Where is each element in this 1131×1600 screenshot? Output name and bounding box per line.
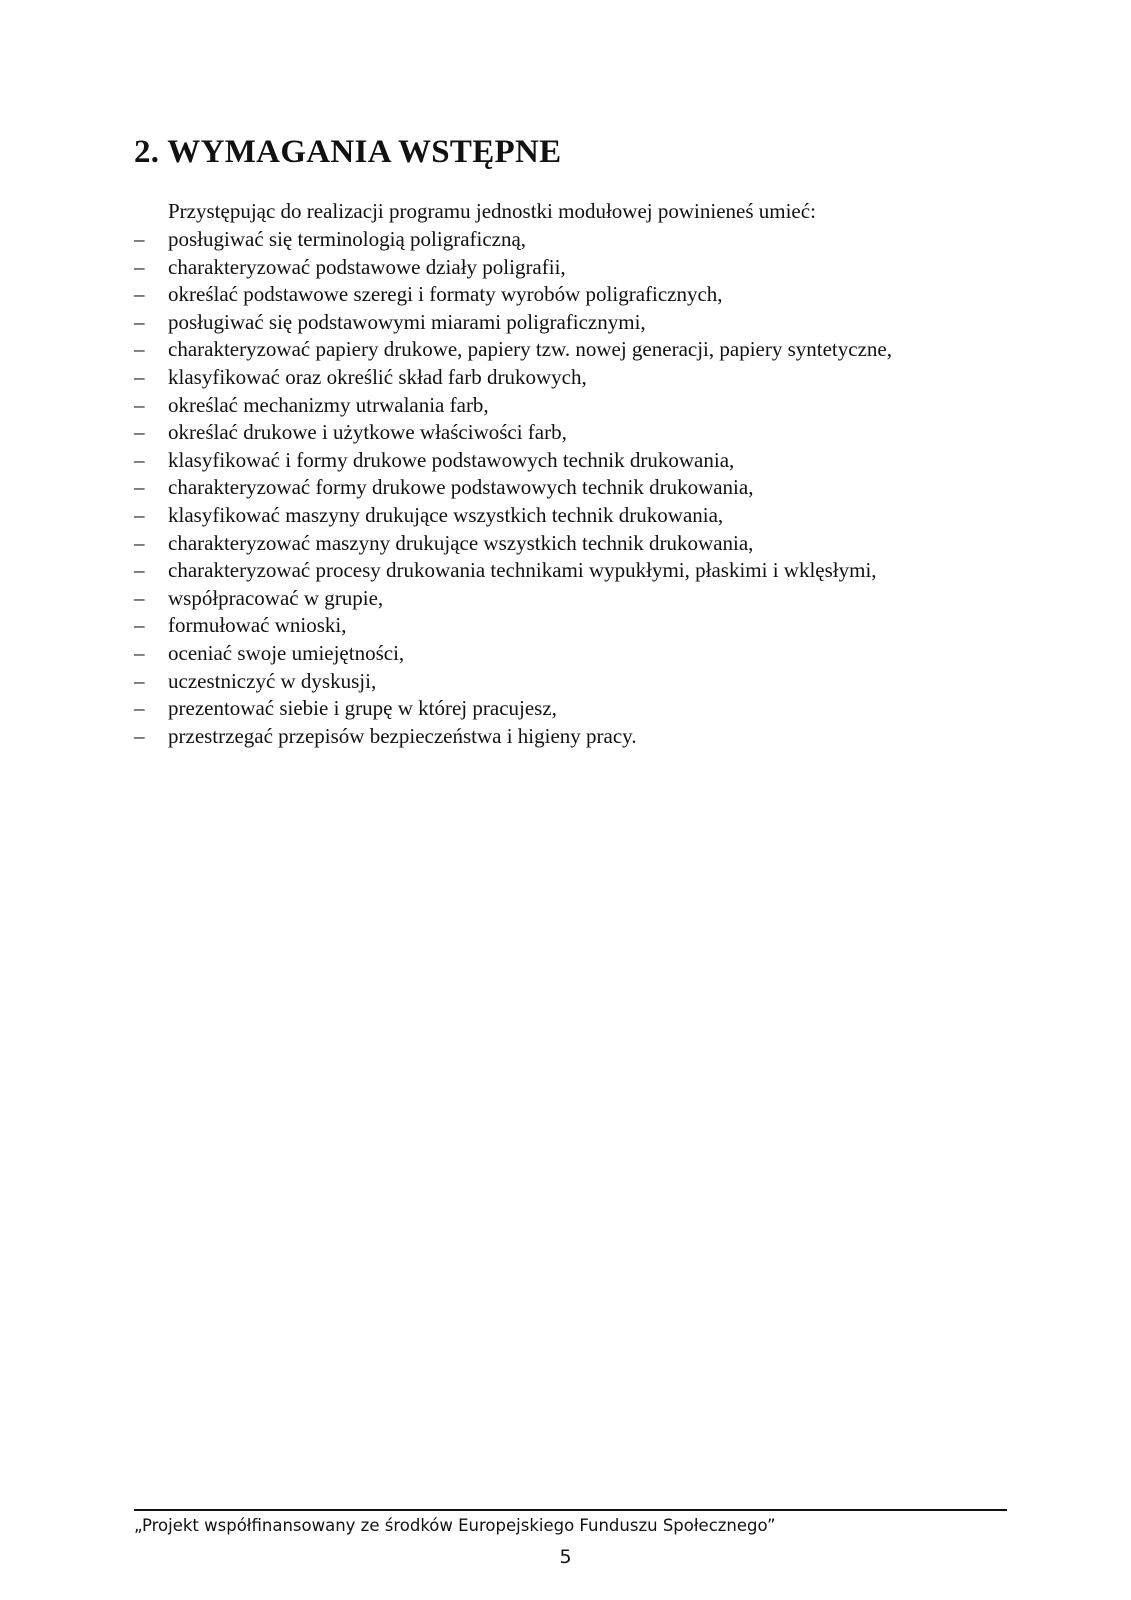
footer-funding-note: „Projekt współfinansowany ze środków Europejskiego Funduszu Społecznego” <box>134 1516 776 1535</box>
list-item-text: prezentować siebie i grupę w której pracujesz, <box>168 696 557 721</box>
list-dash: – <box>134 640 145 665</box>
list-dash: – <box>134 227 145 251</box>
list-item <box>134 585 892 613</box>
list-item-text: określać drukowe i użytkowe właściwości farb, <box>168 420 567 445</box>
list-item <box>134 392 892 420</box>
list-dash: – <box>134 392 145 417</box>
list-item-text: charakteryzować procesy drukowania technikami wypukłymi, płaskimi i wklęsłymi, <box>168 558 877 583</box>
list-item <box>134 419 892 447</box>
list-item <box>134 502 892 530</box>
list-item <box>134 364 892 392</box>
list-item-text: charakteryzować papiery drukowe, papiery tzw. nowej generacji, papiery syntetyczne, <box>168 337 892 362</box>
list-item-text: oceniać swoje umiejętności, <box>168 640 405 665</box>
list-item <box>134 226 892 254</box>
list-item-text: charakteryzować maszyny drukujące wszystkich technik drukowania, <box>168 530 754 555</box>
list-item <box>134 723 892 751</box>
list-dash: – <box>134 337 145 362</box>
list-item-text: uczestniczyć w dyskusji, <box>168 668 377 693</box>
list-dash: – <box>134 420 145 445</box>
list-item-text: formułować wnioski, <box>168 613 347 638</box>
footer-divider <box>134 1509 1007 1511</box>
intro-paragraph: Przystępując do realizacji programu jednostki modułowej powinieneś umieć: <box>168 199 816 223</box>
list-dash: – <box>134 282 145 307</box>
list-dash: – <box>134 447 145 472</box>
list-dash: – <box>134 475 145 500</box>
list-item <box>134 640 892 668</box>
list-dash: – <box>134 613 145 638</box>
list-dash: – <box>134 585 145 610</box>
list-item <box>134 309 892 337</box>
list-item-text: charakteryzować formy drukowe podstawowych technik drukowania, <box>168 475 754 500</box>
list-item-text: posługiwać się podstawowymi miarami poligraficznymi, <box>168 309 646 334</box>
list-item <box>134 254 892 282</box>
requirements-list <box>134 226 892 750</box>
list-dash: – <box>134 309 145 334</box>
list-item <box>134 474 892 502</box>
list-dash: – <box>134 502 145 527</box>
list-dash: – <box>134 668 145 693</box>
list-item <box>134 612 892 640</box>
list-item-text: przestrzegać przepisów bezpieczeństwa i higieny pracy. <box>168 723 637 748</box>
list-item <box>134 530 892 558</box>
list-dash: – <box>134 558 145 583</box>
list-dash: – <box>134 364 145 389</box>
list-item <box>134 695 892 723</box>
list-item-text: klasyfikować oraz określić skład farb drukowych, <box>168 364 587 389</box>
list-item-text: klasyfikować maszyny drukujące wszystkich technik drukowania, <box>168 502 724 527</box>
list-dash: – <box>134 254 145 279</box>
list-dash: – <box>134 723 145 748</box>
section-heading: 2. WYMAGANIA WSTĘPNE <box>134 134 562 170</box>
list-dash: – <box>134 696 145 721</box>
list-item <box>134 336 892 364</box>
list-dash: – <box>134 530 145 555</box>
list-item-text: posługiwać się terminologią poligraficzną, <box>168 227 527 251</box>
list-item <box>134 557 892 585</box>
list-item-text: określać podstawowe szeregi i formaty wyrobów poligraficznych, <box>168 282 723 307</box>
page-number: 5 <box>559 1546 572 1568</box>
list-item <box>134 281 892 309</box>
list-item <box>134 447 892 475</box>
list-item-text: określać mechanizmy utrwalania farb, <box>168 392 489 417</box>
list-item-text: współpracować w grupie, <box>168 585 384 610</box>
list-item-text: charakteryzować podstawowe działy poligrafii, <box>168 254 566 279</box>
list-item <box>134 668 892 696</box>
list-item-text: klasyfikować i formy drukowe podstawowych technik drukowania, <box>168 447 735 472</box>
